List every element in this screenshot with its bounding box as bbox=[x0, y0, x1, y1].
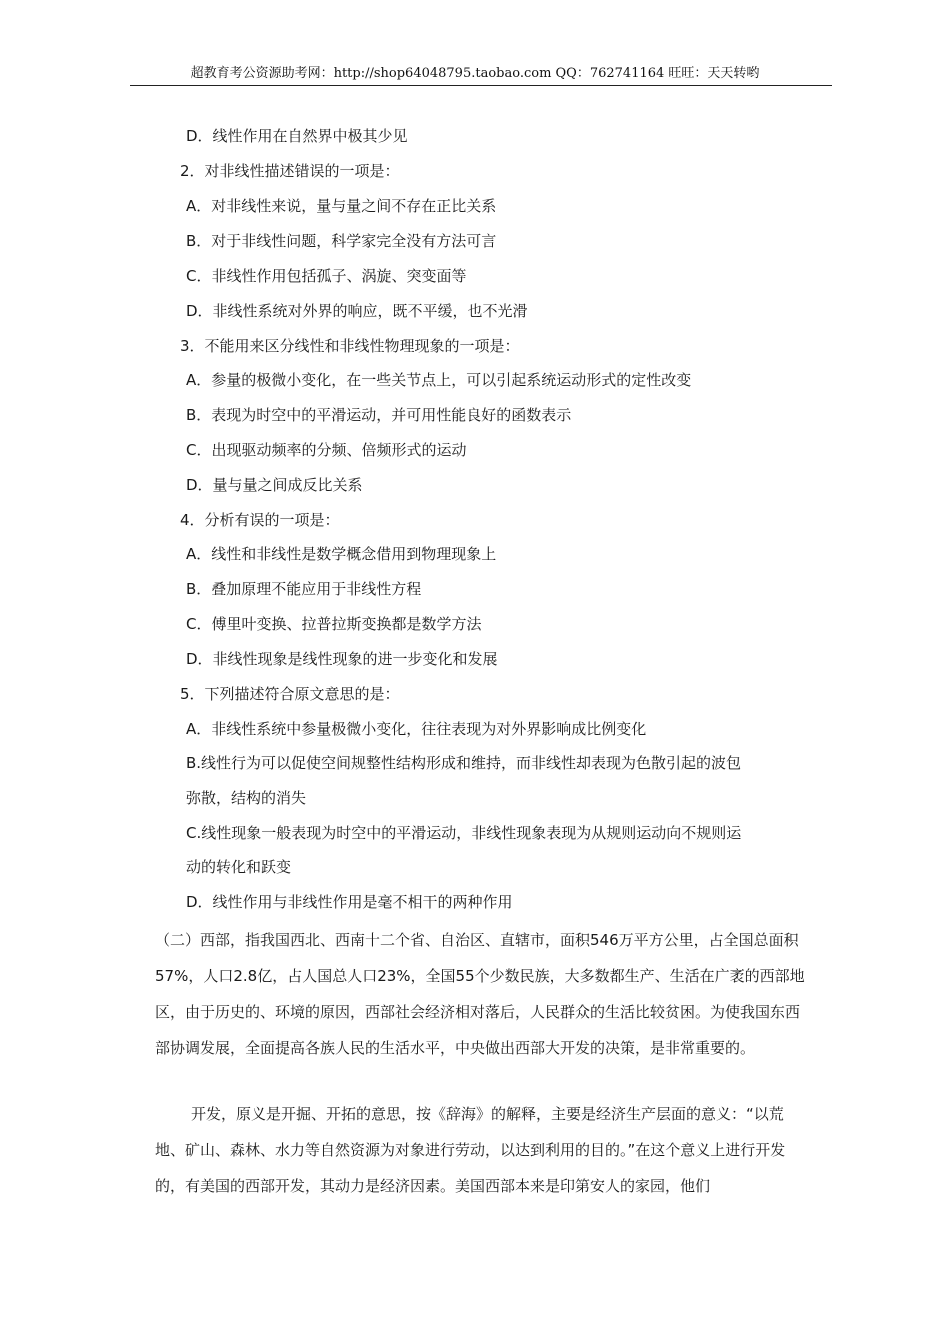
question-2-stem: 2．对非线性描述错误的一项是： bbox=[180, 162, 400, 180]
question-5-option-c-cont: 动的转化和跃变 bbox=[186, 858, 292, 876]
question-4-stem: 4．分析有误的一项是： bbox=[180, 511, 340, 529]
question-1-option-d: D．线性作用在自然界中极其少见 bbox=[186, 127, 408, 145]
question-3-option-a: A．参量的极微小变化，在一些关节点上，可以引起系统运动形式的定性改变 bbox=[186, 371, 692, 389]
question-2-option-d: D．非线性系统对外界的响应，既不平缓，也不光滑 bbox=[186, 302, 528, 320]
question-3-option-d: D．量与量之间成反比关系 bbox=[186, 476, 363, 494]
passage-paragraph-1: （二）西部，指我国西北、西南十二个省、自治区、直辖市，面积546万平方公里，占全国总面积57%，人口2.8亿，占人国总人口23%，全国55个少数民族，大多数都生产、生活在广袤的西部地区，由于历史的、环境的原因，西部社会经济相对落后，人民群众的生活比较贫困。为使我国东西部协调发展，全面提高各族人民的生活水平，中央做出西部大开发的决策，是非常重要的。 bbox=[155, 931, 805, 1057]
question-5-stem: 5．下列描述符合原文意思的是： bbox=[180, 685, 400, 703]
passage-paragraph-2: 开发，原义是开掘、开拓的意思，按《辞海》的解释，主要是经济生产层面的意义：“以荒地、矿山、森林、水力等自然资源为对象进行劳动，以达到利用的目的。”在这个意义上进行开发的，有美国的西部开发，其动力是经济因素。美国西部本来是印第安人的家园，他们 bbox=[155, 1105, 786, 1195]
question-4-option-a: A．线性和非线性是数学概念借用到物理现象上 bbox=[186, 545, 497, 563]
question-5-option-c: C.线性现象一般表现为时空中的平滑运动，非线性现象表现为从规则运动向不规则运 bbox=[186, 824, 742, 842]
question-4-option-d: D．非线性现象是线性现象的进一步变化和发展 bbox=[186, 650, 498, 668]
page-header: 超教育考公资源助考网：http://shop64048795.taobao.com QQ：762741164 旺旺：天天转哟 bbox=[190, 66, 760, 81]
question-5-option-a: A．非线性系统中参量极微小变化，往往表现为对外界影响成比例变化 bbox=[186, 720, 647, 738]
question-5-option-b: B.线性行为可以促使空间规整性结构形成和维持，而非线性却表现为色散引起的波包 bbox=[186, 754, 742, 772]
question-4-option-c: C．傅里叶变换、拉普拉斯变换都是数学方法 bbox=[186, 615, 482, 633]
question-4-option-b: B．叠加原理不能应用于非线性方程 bbox=[186, 580, 422, 598]
question-2-option-c: C．非线性作用包括孤子、涡旋、突变面等 bbox=[186, 267, 467, 285]
question-3-option-c: C．出现驱动频率的分频、倍频形式的运动 bbox=[186, 441, 467, 459]
question-3-option-b: B．表现为时空中的平滑运动，并可用性能良好的函数表示 bbox=[186, 406, 572, 424]
question-5-option-b-cont: 弥散，结构的消失 bbox=[186, 789, 307, 807]
question-3-stem: 3．不能用来区分线性和非线性物理现象的一项是： bbox=[180, 337, 520, 355]
question-2-option-a: A．对非线性来说，量与量之间不存在正比关系 bbox=[186, 197, 497, 215]
question-5-option-d: D．线性作用与非线性作用是毫不相干的两种作用 bbox=[186, 893, 513, 911]
question-2-option-b: B．对于非线性问题，科学家完全没有方法可言 bbox=[186, 232, 497, 250]
header-divider bbox=[130, 85, 832, 86]
